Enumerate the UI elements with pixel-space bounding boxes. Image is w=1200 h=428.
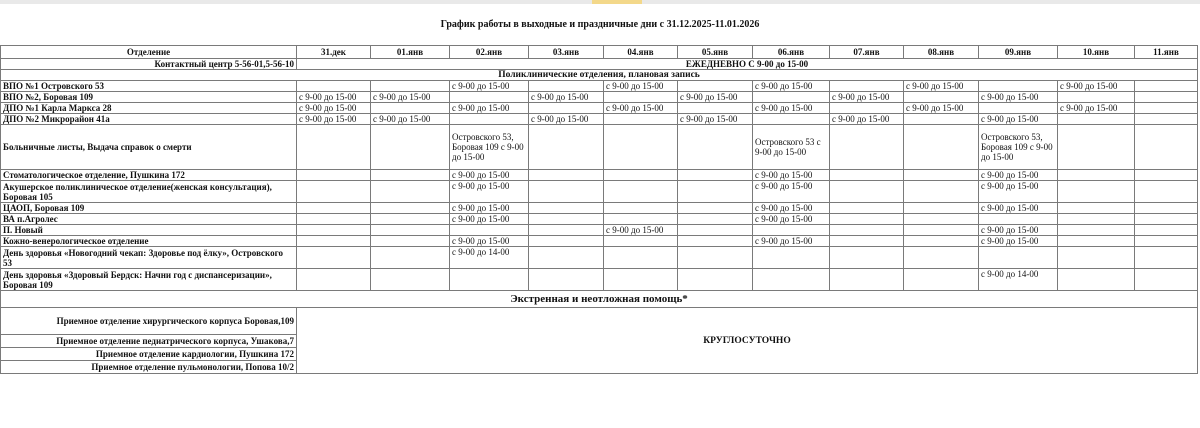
schedule-cell [753,114,830,125]
schedule-cell [1058,170,1135,181]
schedule-cell [529,125,604,170]
department-name: П. Новый [1,225,297,236]
table-row [1,114,1198,125]
schedule-cell [529,81,604,92]
schedule-cell: с 9-00 до 15-00 [450,181,529,203]
schedule-cell [1058,236,1135,247]
table-row [1,291,1198,308]
schedule-cell [297,125,371,170]
schedule-cell [297,203,371,214]
schedule-cell [604,114,678,125]
schedule-cell: с 9-00 до 15-00 [450,81,529,92]
schedule-cell [450,269,529,291]
schedule-cell [678,81,753,92]
schedule-cell: с 9-00 до 15-00 [904,103,979,114]
schedule-cell [1135,170,1198,181]
table-row [1,70,1198,81]
schedule-cell: Островского 53, Боровая 109 с 9-00 до 15-00 [450,125,529,170]
schedule-cell [1058,181,1135,203]
schedule-cell [1058,269,1135,291]
schedule-cell: Островского 53 с 9-00 до 15-00 [753,125,830,170]
schedule-cell [371,236,450,247]
schedule-cell [904,170,979,181]
schedule-cell [604,92,678,103]
schedule-cell [1135,236,1198,247]
schedule-cell: с 9-00 до 15-00 [371,114,450,125]
table-row [1,247,1198,269]
column-header-date: 03.янв [529,46,604,59]
schedule-cell [830,81,904,92]
schedule-cell [1135,81,1198,92]
schedule-cell [297,181,371,203]
schedule-cell [1135,125,1198,170]
schedule-cell [371,203,450,214]
schedule-cell: с 9-00 до 15-00 [297,114,371,125]
schedule-cell [529,181,604,203]
schedule-cell [678,181,753,203]
schedule-cell [1135,203,1198,214]
schedule-cell [753,269,830,291]
column-header-dept: Отделение [1,46,297,59]
schedule-cell [830,236,904,247]
schedule-cell [753,92,830,103]
schedule-cell: с 9-00 до 15-00 [450,170,529,181]
department-name: Кожно-венерологическое отделение [1,236,297,247]
schedule-cell [297,269,371,291]
schedule-cell [297,236,371,247]
schedule-cell [604,203,678,214]
department-name: ДПО №2 Микрорайон 41а [1,114,297,125]
schedule-cell [830,247,904,269]
schedule-cell [371,214,450,225]
department-name: ВА п.Агролес [1,214,297,225]
schedule-cell: с 9-00 до 15-00 [979,225,1058,236]
schedule-cell [830,225,904,236]
schedule-cell [1135,247,1198,269]
schedule-cell [678,214,753,225]
schedule-cell [1058,92,1135,103]
schedule-cell [529,214,604,225]
schedule-cell [1135,114,1198,125]
schedule-cell: с 9-00 до 14-00 [979,269,1058,291]
schedule-cell: с 9-00 до 15-00 [753,103,830,114]
schedule-cell [297,81,371,92]
schedule-cell [1058,114,1135,125]
schedule-cell [529,269,604,291]
emergency-department: Приемное отделение педиатрического корпуса, Ушакова,7 [1,335,297,348]
department-name: ВПО №2, Боровая 109 [1,92,297,103]
schedule-cell [604,125,678,170]
schedule-cell [604,170,678,181]
schedule-cell: с 9-00 до 15-00 [529,114,604,125]
emergency-hours: КРУГЛОСУТОЧНО [297,308,1198,374]
schedule-cell [371,81,450,92]
schedule-cell: с 9-00 до 15-00 [979,203,1058,214]
emergency-department: Приемное отделение кардиологии, Пушкина 172 [1,348,297,361]
schedule-cell [678,203,753,214]
schedule-cell: с 9-00 до 15-00 [979,181,1058,203]
schedule-cell [1135,92,1198,103]
table-row [1,203,1198,214]
schedule-cell [904,269,979,291]
schedule-cell: с 9-00 до 14-00 [450,247,529,269]
schedule-cell [678,225,753,236]
schedule-cell [529,247,604,269]
schedule-cell: с 9-00 до 15-00 [604,81,678,92]
schedule-cell [830,125,904,170]
schedule-cell [830,214,904,225]
table-row [1,46,1198,59]
top-accent [592,0,642,4]
schedule-cell [1135,181,1198,203]
schedule-cell [371,247,450,269]
schedule-cell [830,170,904,181]
schedule-cell [1058,203,1135,214]
schedule-cell: с 9-00 до 15-00 [753,203,830,214]
column-header-date: 10.янв [1058,46,1135,59]
schedule-cell [297,225,371,236]
schedule-cell [371,181,450,203]
schedule-table [0,45,1198,374]
schedule-cell: с 9-00 до 15-00 [753,214,830,225]
schedule-cell [904,125,979,170]
schedule-cell [678,125,753,170]
schedule-cell [753,247,830,269]
schedule-cell [371,170,450,181]
schedule-cell [450,225,529,236]
schedule-cell: с 9-00 до 15-00 [371,92,450,103]
schedule-cell [678,247,753,269]
department-name: Больничные листы, Выдача справок о смерти [1,125,297,170]
schedule-cell: с 9-00 до 15-00 [1058,103,1135,114]
schedule-cell: с 9-00 до 15-00 [450,214,529,225]
department-name: ЦАОП, Боровая 109 [1,203,297,214]
schedule-cell: с 9-00 до 15-00 [979,170,1058,181]
column-header-date: 09.янв [979,46,1058,59]
schedule-cell [450,92,529,103]
column-header-date: 11.янв [1135,46,1198,59]
schedule-cell: с 9-00 до 15-00 [604,225,678,236]
schedule-cell [1058,225,1135,236]
top-strip [0,0,1200,4]
column-header-date: 02.янв [450,46,529,59]
table-row [1,181,1198,203]
column-header-date: 08.янв [904,46,979,59]
schedule-cell [678,269,753,291]
schedule-cell [904,247,979,269]
table-row [1,269,1198,291]
section-heading: Поликлинические отделения, плановая запись [1,70,1198,81]
schedule-cell [450,114,529,125]
schedule-cell: с 9-00 до 15-00 [604,103,678,114]
emergency-department: Приемное отделение хирургического корпуса Боровая,109 [1,308,297,335]
schedule-cell [1135,103,1198,114]
schedule-cell [904,236,979,247]
schedule-cell [979,247,1058,269]
schedule-cell [1058,125,1135,170]
schedule-cell [1058,214,1135,225]
table-row [1,214,1198,225]
schedule-cell: с 9-00 до 15-00 [753,181,830,203]
page-title: График работы в выходные и праздничные дни с 31.12.2025-11.01.2026 [440,19,760,30]
schedule-cell [753,225,830,236]
department-name: День здоровья «Новогодний чекап: Здоровье под ёлку», Островского 53 [1,247,297,269]
table-row [1,81,1198,92]
schedule-cell [1135,214,1198,225]
column-header-date: 07.янв [830,46,904,59]
schedule-cell: с 9-00 до 15-00 [830,92,904,103]
schedule-cell: с 9-00 до 15-00 [450,236,529,247]
schedule-cell [904,203,979,214]
schedule-cell [297,214,371,225]
schedule-cell [297,247,371,269]
schedule-cell: с 9-00 до 15-00 [979,114,1058,125]
schedule-cell: с 9-00 до 15-00 [753,170,830,181]
column-header-date: 06.янв [753,46,830,59]
department-name: Акушерское поликлиническое отделение(женская консультация), Боровая 105 [1,181,297,203]
schedule-cell [830,203,904,214]
schedule-cell [830,181,904,203]
schedule-cell: с 9-00 до 15-00 [1058,81,1135,92]
column-header-date: 01.янв [371,46,450,59]
schedule-cell [371,103,450,114]
schedule-cell [604,269,678,291]
table-row [1,92,1198,103]
schedule-cell [678,170,753,181]
contact-center-value: ЕЖЕДНЕВНО С 9-00 до 15-00 [297,59,1198,70]
department-name: Стоматологическое отделение, Пушкина 172 [1,170,297,181]
department-name: ВПО №1 Островского 53 [1,81,297,92]
column-header-date: 31.дек [297,46,371,59]
schedule-cell [1135,225,1198,236]
schedule-cell [529,103,604,114]
schedule-cell: с 9-00 до 15-00 [678,114,753,125]
table-row [1,125,1198,170]
department-name: День здоровья «Здоровый Бердск: Начни год с диспансеризации», Боровая 109 [1,269,297,291]
table-row [1,103,1198,114]
schedule-cell [979,103,1058,114]
section-heading-emergency: Экстренная и неотложная помощь* [1,291,1198,308]
table-row [1,236,1198,247]
table-row [1,225,1198,236]
schedule-cell [678,236,753,247]
schedule-cell: с 9-00 до 15-00 [753,236,830,247]
schedule-cell [904,181,979,203]
schedule-cell [830,269,904,291]
department-name: ДПО №1 Карла Маркса 28 [1,103,297,114]
schedule-cell: с 9-00 до 15-00 [450,103,529,114]
column-header-date: 04.янв [604,46,678,59]
schedule-cell [604,181,678,203]
schedule-cell [979,81,1058,92]
table-row [1,59,1198,70]
schedule-cell: Островского 53, Боровая 109 с 9-00 до 15-00 [979,125,1058,170]
schedule-cell [1135,269,1198,291]
schedule-cell [830,103,904,114]
schedule-cell [604,236,678,247]
schedule-cell: с 9-00 до 15-00 [297,92,371,103]
contact-center-label: Контактный центр 5-56-01,5-56-10 [1,59,297,70]
schedule-cell [604,214,678,225]
schedule-cell [604,247,678,269]
column-header-date: 05.янв [678,46,753,59]
schedule-cell [678,103,753,114]
schedule-cell: с 9-00 до 15-00 [830,114,904,125]
schedule-cell [529,170,604,181]
schedule-cell: с 9-00 до 15-00 [678,92,753,103]
schedule-cell [904,92,979,103]
schedule-cell [371,269,450,291]
schedule-cell: с 9-00 до 15-00 [979,236,1058,247]
schedule-cell: с 9-00 до 15-00 [979,92,1058,103]
schedule-cell [1058,247,1135,269]
schedule-cell [979,214,1058,225]
table-row [1,308,1198,335]
schedule-cell [904,214,979,225]
schedule-cell: с 9-00 до 15-00 [450,203,529,214]
schedule-cell [904,114,979,125]
schedule-cell: с 9-00 до 15-00 [529,92,604,103]
schedule-cell [297,170,371,181]
schedule-cell [904,225,979,236]
schedule-cell [371,125,450,170]
schedule-cell [529,203,604,214]
table-row [1,170,1198,181]
schedule-cell [529,225,604,236]
schedule-cell: с 9-00 до 15-00 [904,81,979,92]
emergency-department: Приемное отделение пульмонологии, Попова 10/2 [1,361,297,374]
schedule-cell: с 9-00 до 15-00 [297,103,371,114]
schedule-cell [529,236,604,247]
schedule-cell: с 9-00 до 15-00 [753,81,830,92]
schedule-cell [371,225,450,236]
